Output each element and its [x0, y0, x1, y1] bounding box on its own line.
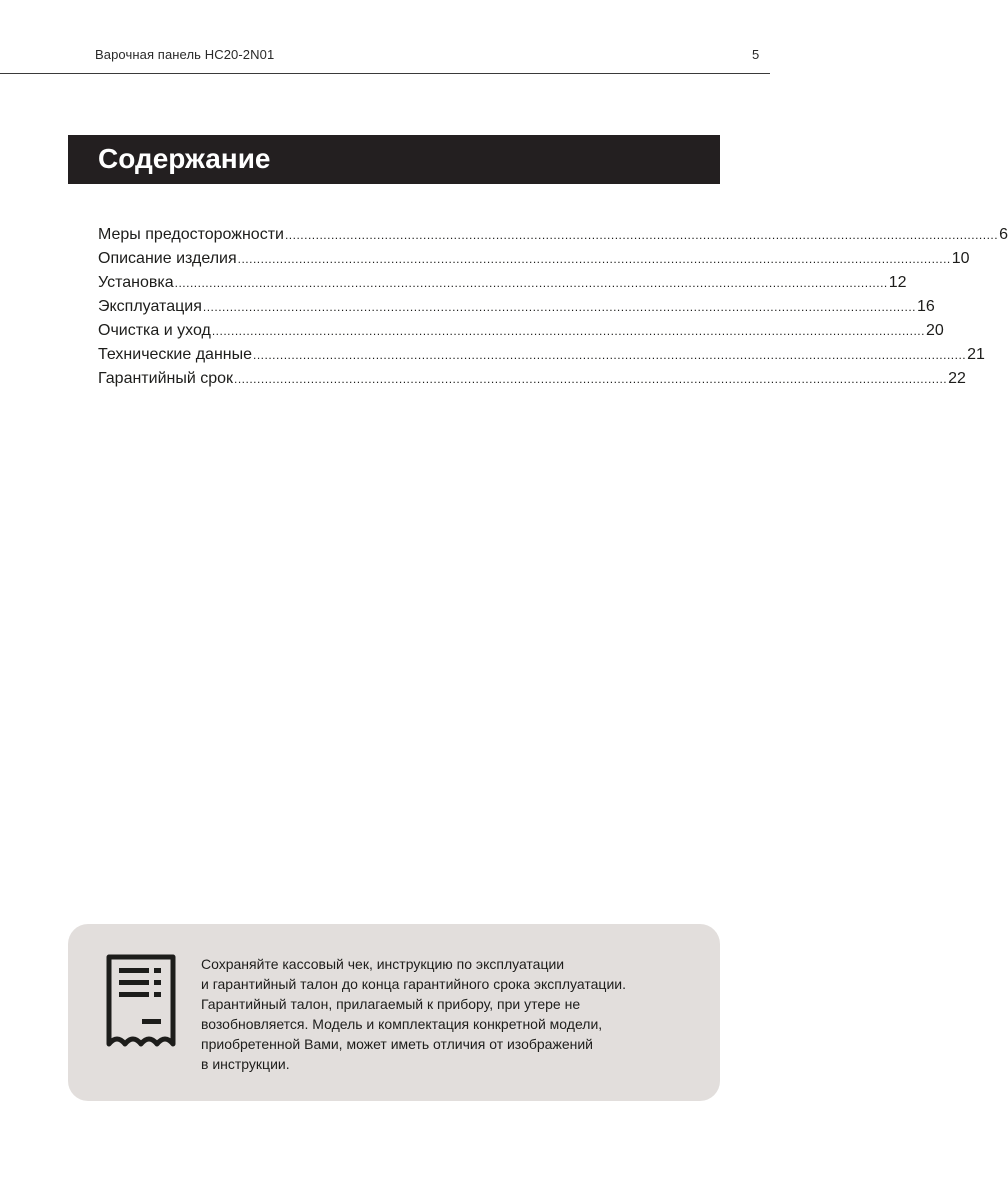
- note-line: возобновляется. Модель и комплектация конкретной модели,: [201, 1016, 603, 1032]
- toc-leader-dots: ..........................................................................................................................................................................................: [174, 276, 888, 290]
- section-title-bar: [68, 135, 720, 184]
- toc-item-label: Описание изделия: [98, 250, 237, 267]
- toc-item-label: Установка: [98, 274, 174, 291]
- toc-item-page: 21: [967, 346, 985, 363]
- note-line: Сохраняйте кассовый чек, инструкцию по эксплуатации: [201, 956, 565, 972]
- header-divider: [0, 73, 770, 74]
- receipt-note: [68, 924, 720, 1101]
- note-line: приобретенной Вами, может иметь отличия от изображений: [201, 1036, 593, 1052]
- note-line: и гарантийный талон до конца гарантийного срока эксплуатации.: [201, 976, 626, 992]
- table-of-contents: [98, 223, 1008, 391]
- toc-item-page: 6: [999, 226, 1008, 243]
- toc-item[interactable]: [98, 319, 944, 343]
- toc-item-page: 22: [948, 370, 966, 387]
- note-text: [201, 954, 701, 1074]
- toc-item-page: 12: [888, 274, 907, 291]
- toc-item[interactable]: [98, 223, 1008, 247]
- toc-item-page: 16: [916, 298, 935, 315]
- toc-leader-dots: ..........................................................................................................................................................................................: [284, 228, 999, 242]
- document-title: Варочная панель HC20-2N01: [95, 47, 275, 62]
- toc-item-label: Технические данные: [98, 346, 253, 363]
- note-line: в инструкции.: [201, 1056, 290, 1072]
- toc-item-page: 20: [925, 322, 944, 339]
- page-number: 5: [752, 47, 760, 62]
- toc-item-label: Очистка и уход: [98, 322, 211, 339]
- toc-item[interactable]: [98, 247, 970, 271]
- toc-leader-dots: ..........................................................................................................................................................................................: [237, 252, 951, 266]
- toc-item-label: Эксплуатация: [98, 298, 202, 315]
- toc-item[interactable]: [98, 271, 907, 295]
- toc-item-label: Меры предосторожности: [98, 226, 284, 243]
- receipt-icon: [106, 954, 176, 1052]
- toc-leader-dots: ..........................................................................................................................................................................................: [234, 372, 948, 386]
- toc-item[interactable]: [98, 295, 935, 319]
- toc-leader-dots: ..........................................................................................................................................................................................: [202, 300, 916, 314]
- toc-item-page: 10: [951, 250, 970, 267]
- toc-leader-dots: ..........................................................................................................................................................................................: [211, 324, 925, 338]
- toc-item[interactable]: [98, 343, 985, 367]
- note-line: Гарантийный талон, прилагаемый к прибору, при утере не: [201, 996, 581, 1012]
- toc-item[interactable]: [98, 367, 966, 391]
- section-title: Содержание: [98, 143, 271, 174]
- toc-item-label: Гарантийный срок: [98, 370, 234, 387]
- toc-leader-dots: ..........................................................................................................................................................................................: [253, 348, 967, 362]
